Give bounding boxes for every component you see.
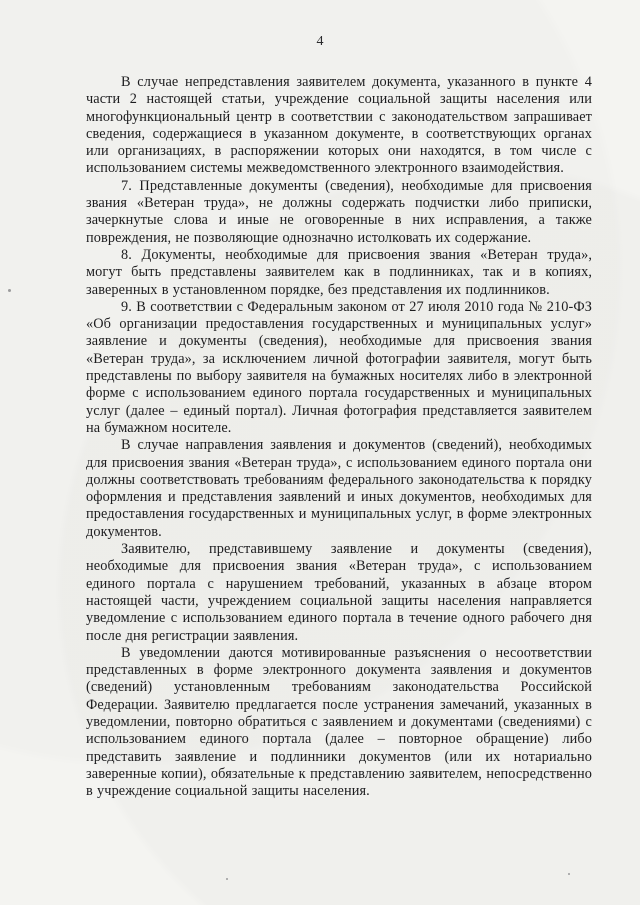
paragraph-clause-7: 7. Представленные документы (сведения), необходимые для присвоения звания «Ветеран труда», не должны содержать подчистки либо приписки, зачеркнутые слова и иные не оговоренные в них исправления, а также повреждения, не позволяющие однозначно истолковать их содержание. (86, 177, 592, 246)
paragraph-portal-requirements: В случае направления заявления и документов (сведений), необходимых для присвоения звания «Ветеран труда», с использованием единого портала они должны соответствовать требованиям федерального законодательства к порядку оформления и представления заявлений и иных документов, необходимых для предоставления государственных и муниципальных услуг, в форме электронных документов. (86, 437, 592, 540)
scan-artifact-speck (568, 873, 570, 875)
scan-artifact-speck (226, 878, 228, 880)
scan-artifact-speck (8, 289, 11, 292)
document-text-block (86, 74, 592, 800)
page-number: 4 (316, 34, 324, 49)
paragraph-notification-contents: В уведомлении даются мотивированные разъяснения о несоответствии представленных в форме электронного документа заявления и документов (сведений) установленным требованиям законодательства Российской Федерации. Заявителю предлагается после устранения замечаний, указанных в уведомлении, повторно обратиться с заявлением и документами (сведениями) с использованием единого портала (далее – повторное обращение) либо представить заявление и подлинники документов (или их нотариально заверенные копии), обязательные к представлению заявителем, непосредственно в учреждение социальной защиты населения. (86, 644, 592, 800)
paragraph-intro-case: В случае непредставления заявителем документа, указанного в пункте 4 части 2 настоящей статьи, учреждение социальной защиты населения или многофункциональный центр в соответствии с законодательством запрашивает сведения, содержащиеся в указанном документе, в соответствующих органах или организациях, в распоряжении которых они находятся, в том числе с использованием системы межведомственного электронного взаимодействия. (86, 74, 592, 177)
paragraph-notification: Заявителю, представившему заявление и документы (сведения), необходимые для присвоения звания «Ветеран труда», с использованием единого портала с нарушением требований, указанных в абзаце втором настоящей части, учреждением социальной защиты населения направляется уведомление с использованием единого портала в течение одного рабочего дня после дня регистрации заявления. (86, 541, 592, 644)
paragraph-clause-9: 9. В соответствии с Федеральным законом от 27 июля 2010 года № 210-ФЗ «Об организации предоставления государственных и муниципальных услуг» заявление и документы (сведения), необходимые для присвоения звания «Ветеран труда», за исключением личной фотографии заявителя, могут быть представлены по выбору заявителя на бумажных носителях либо в электронной форме с использованием единого портала государственных и муниципальных услуг (далее – единый портал). Личная фотография представляется заявителем на бумажном носителе. (86, 298, 592, 436)
paragraph-clause-8: 8. Документы, необходимые для присвоения звания «Ветеран труда», могут быть представлены заявителем как в подлинниках, так и в копиях, заверенных в установленном порядке, без представления их подлинников. (86, 246, 592, 298)
